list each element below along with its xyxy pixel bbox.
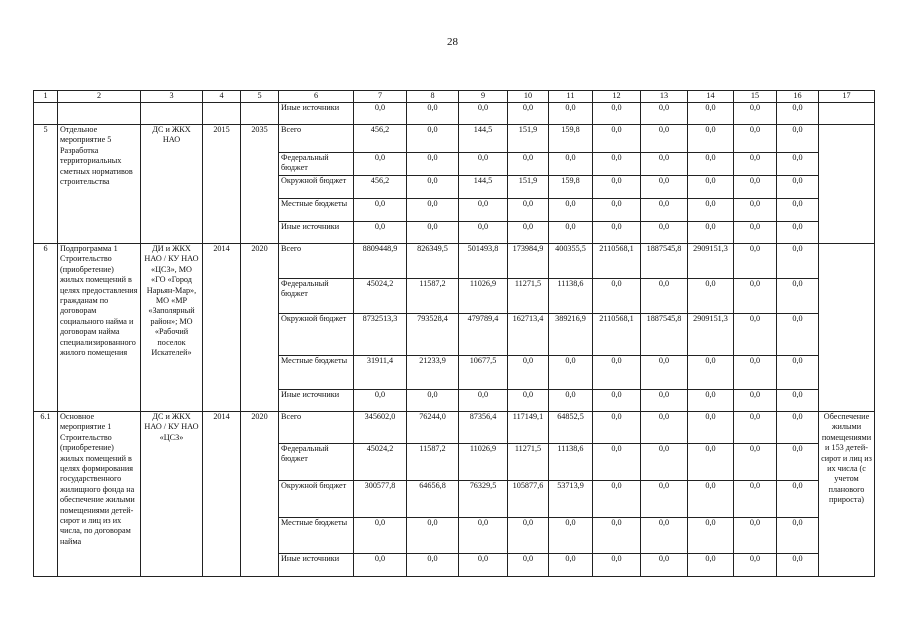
funding-source: Местные бюджеты	[279, 518, 354, 554]
value-cell: 0,0	[777, 554, 819, 577]
start-year: 2014	[203, 412, 241, 577]
value-cell: 0,0	[777, 222, 819, 244]
value-cell: 0,0	[549, 199, 593, 222]
value-cell: 11026,9	[459, 444, 508, 481]
value-cell: 159,8	[549, 176, 593, 199]
value-cell: 11138,6	[549, 279, 593, 314]
value-cell: 0,0	[734, 314, 777, 356]
header-cell: 6	[279, 91, 354, 103]
value-cell: 0,0	[688, 554, 734, 577]
value-cell: 173984,9	[508, 244, 549, 279]
value-cell: 0,0	[508, 554, 549, 577]
value-cell: 0,0	[777, 481, 819, 518]
value-cell: 105877,6	[508, 481, 549, 518]
value-cell: 53713,9	[549, 481, 593, 518]
start-year: 2014	[203, 244, 241, 412]
header-cell: 5	[241, 91, 279, 103]
value-cell: 0,0	[734, 444, 777, 481]
value-cell: 0,0	[593, 103, 641, 125]
value-cell: 0,0	[508, 356, 549, 390]
value-cell: 0,0	[459, 518, 508, 554]
funding-source: Иные источники	[279, 554, 354, 577]
value-cell: 400355,5	[549, 244, 593, 279]
value-cell: 0,0	[508, 390, 549, 412]
value-cell: 0,0	[734, 356, 777, 390]
value-cell: 389216,9	[549, 314, 593, 356]
value-cell: 0,0	[641, 444, 688, 481]
value-cell: 0,0	[549, 390, 593, 412]
value-cell: 0,0	[641, 153, 688, 176]
value-cell: 0,0	[777, 444, 819, 481]
value-cell: 0,0	[593, 412, 641, 444]
value-cell: 11026,9	[459, 279, 508, 314]
header-cell: 17	[819, 91, 875, 103]
value-cell: 0,0	[407, 176, 459, 199]
value-cell: 0,0	[688, 125, 734, 153]
value-cell: 0,0	[734, 554, 777, 577]
value-cell: 87356,4	[459, 412, 508, 444]
value-cell: 793528,4	[407, 314, 459, 356]
funding-source: Окружной бюджет	[279, 176, 354, 199]
value-cell: 0,0	[777, 103, 819, 125]
item-number: 6	[34, 244, 58, 412]
value-cell: 0,0	[734, 481, 777, 518]
table-row	[34, 103, 875, 125]
funding-source: Иные источники	[279, 222, 354, 244]
value-cell: 345602,0	[354, 412, 407, 444]
funding-source: Всего	[279, 125, 354, 153]
value-cell: 0,0	[641, 103, 688, 125]
value-cell: 159,8	[549, 125, 593, 153]
value-cell: 0,0	[777, 125, 819, 153]
header-cell: 1	[34, 91, 58, 103]
value-cell: 8809448,9	[354, 244, 407, 279]
value-cell: 0,0	[407, 125, 459, 153]
header-cell: 15	[734, 91, 777, 103]
value-cell: 1887545,8	[641, 244, 688, 279]
value-cell: 0,0	[688, 356, 734, 390]
value-cell: 0,0	[593, 390, 641, 412]
end-year: 2020	[241, 412, 279, 577]
value-cell: 0,0	[641, 390, 688, 412]
header-row	[34, 91, 875, 103]
value-cell: 0,0	[641, 176, 688, 199]
value-cell: 456,2	[354, 176, 407, 199]
empty-cell	[58, 103, 141, 125]
value-cell: 0,0	[688, 103, 734, 125]
value-cell: 0,0	[459, 390, 508, 412]
header-cell: 14	[688, 91, 734, 103]
value-cell: 0,0	[734, 153, 777, 176]
value-cell: 0,0	[688, 222, 734, 244]
value-cell: 0,0	[777, 153, 819, 176]
value-cell: 0,0	[777, 314, 819, 356]
value-cell: 21233,9	[407, 356, 459, 390]
value-cell: 0,0	[593, 279, 641, 314]
value-cell: 0,0	[407, 103, 459, 125]
value-cell: 0,0	[407, 222, 459, 244]
value-cell: 456,2	[354, 125, 407, 153]
value-cell: 1887545,8	[641, 314, 688, 356]
funding-source: Окружной бюджет	[279, 481, 354, 518]
value-cell: 0,0	[593, 199, 641, 222]
item-name: Основное мероприятие 1 Строительство (приобретение) жилых помещений в целях формирования государственного жилищного фонда на обеспечение жилыми помещениями детей-сирот и лиц из их числа, по договорам найма	[58, 412, 141, 577]
item-name: Отдельное мероприятие 5 Разработка территориальных сметных нормативов строительства	[58, 125, 141, 244]
value-cell: 0,0	[508, 153, 549, 176]
value-cell: 0,0	[549, 153, 593, 176]
header-cell: 13	[641, 91, 688, 103]
executor: ДИ и ЖКХ НАО / КУ НАО «ЦСЗ», МО «ГО «Город Нарьян-Мар», МО «МР «Заполярный район»; МО «Рабочий поселок Искателей»	[141, 244, 203, 412]
value-cell: 76329,5	[459, 481, 508, 518]
empty-cell	[203, 103, 241, 125]
funding-source: Всего	[279, 244, 354, 279]
end-year: 2020	[241, 244, 279, 412]
value-cell: 0,0	[407, 153, 459, 176]
value-cell: 151,9	[508, 125, 549, 153]
value-cell: 0,0	[734, 222, 777, 244]
start-year: 2015	[203, 125, 241, 244]
result-cell	[819, 125, 875, 244]
value-cell: 0,0	[593, 222, 641, 244]
value-cell: 0,0	[641, 518, 688, 554]
funding-source: Федеральный бюджет	[279, 444, 354, 481]
value-cell: 0,0	[549, 103, 593, 125]
empty-cell	[34, 103, 58, 125]
value-cell: 0,0	[407, 554, 459, 577]
value-cell: 2110568,1	[593, 244, 641, 279]
funding-source: Всего	[279, 412, 354, 444]
value-cell: 0,0	[777, 176, 819, 199]
value-cell: 0,0	[459, 153, 508, 176]
value-cell: 0,0	[354, 199, 407, 222]
value-cell: 0,0	[459, 103, 508, 125]
value-cell: 0,0	[641, 481, 688, 518]
value-cell: 0,0	[777, 390, 819, 412]
value-cell: 479789,4	[459, 314, 508, 356]
value-cell: 0,0	[688, 199, 734, 222]
value-cell: 10677,5	[459, 356, 508, 390]
header-cell: 12	[593, 91, 641, 103]
header-cell: 11	[549, 91, 593, 103]
end-year: 2035	[241, 125, 279, 244]
value-cell: 0,0	[593, 176, 641, 199]
value-cell: 0,0	[777, 518, 819, 554]
value-cell: 300577,8	[354, 481, 407, 518]
value-cell: 0,0	[641, 356, 688, 390]
funding-source: Окружной бюджет	[279, 314, 354, 356]
value-cell: 0,0	[508, 222, 549, 244]
value-cell: 11587,2	[407, 444, 459, 481]
value-cell: 0,0	[688, 153, 734, 176]
value-cell: 0,0	[354, 390, 407, 412]
header-cell: 16	[777, 91, 819, 103]
empty-cell	[241, 103, 279, 125]
value-cell: 151,9	[508, 176, 549, 199]
result-cell	[819, 244, 875, 412]
value-cell: 0,0	[508, 518, 549, 554]
value-cell: 31911,4	[354, 356, 407, 390]
header-cell: 7	[354, 91, 407, 103]
value-cell: 45024,2	[354, 279, 407, 314]
value-cell: 0,0	[407, 390, 459, 412]
value-cell: 0,0	[734, 518, 777, 554]
value-cell: 0,0	[734, 390, 777, 412]
value-cell: 0,0	[593, 444, 641, 481]
value-cell: 0,0	[688, 518, 734, 554]
value-cell: 0,0	[354, 518, 407, 554]
funding-source: Иные источники	[279, 103, 354, 125]
value-cell: 11271,5	[508, 444, 549, 481]
value-cell: 0,0	[508, 199, 549, 222]
value-cell: 2909151,3	[688, 244, 734, 279]
value-cell: 0,0	[688, 444, 734, 481]
value-cell: 0,0	[688, 481, 734, 518]
value-cell: 45024,2	[354, 444, 407, 481]
header-cell: 9	[459, 91, 508, 103]
result-cell: Обеспечение жилыми помещениями и 153 детей-сирот и лиц из их числа (с учетом планового прироста)	[819, 412, 875, 577]
value-cell: 2909151,3	[688, 314, 734, 356]
item-name: Подпрограмма 1 Строительство (приобретение) жилых помещений в целях предоставления гражданам по договорам социального найма и договорам найма специализированного жилого помещения	[58, 244, 141, 412]
funding-source: Местные бюджеты	[279, 356, 354, 390]
value-cell: 0,0	[459, 199, 508, 222]
value-cell: 0,0	[354, 153, 407, 176]
empty-cell	[141, 103, 203, 125]
value-cell: 11587,2	[407, 279, 459, 314]
value-cell: 0,0	[734, 244, 777, 279]
value-cell: 0,0	[734, 199, 777, 222]
value-cell: 501493,8	[459, 244, 508, 279]
value-cell: 0,0	[734, 412, 777, 444]
value-cell: 64656,8	[407, 481, 459, 518]
value-cell: 0,0	[354, 222, 407, 244]
table-row	[34, 412, 875, 444]
value-cell: 0,0	[508, 103, 549, 125]
value-cell: 144,5	[459, 176, 508, 199]
value-cell: 0,0	[407, 199, 459, 222]
value-cell: 0,0	[734, 103, 777, 125]
value-cell: 117149,1	[508, 412, 549, 444]
item-number: 6.1	[34, 412, 58, 577]
value-cell: 0,0	[593, 518, 641, 554]
value-cell: 0,0	[549, 518, 593, 554]
value-cell: 0,0	[641, 125, 688, 153]
header-cell: 2	[58, 91, 141, 103]
value-cell: 0,0	[688, 390, 734, 412]
table-row	[34, 244, 875, 279]
header-cell: 8	[407, 91, 459, 103]
value-cell: 0,0	[354, 103, 407, 125]
value-cell: 0,0	[593, 125, 641, 153]
value-cell: 0,0	[593, 153, 641, 176]
executor: ДС и ЖКХ НАО	[141, 125, 203, 244]
value-cell: 0,0	[688, 412, 734, 444]
value-cell: 0,0	[734, 176, 777, 199]
value-cell: 0,0	[777, 356, 819, 390]
table-row	[34, 125, 875, 153]
value-cell: 76244,0	[407, 412, 459, 444]
program-funding-table	[33, 90, 875, 577]
header-cell: 10	[508, 91, 549, 103]
value-cell: 0,0	[734, 279, 777, 314]
value-cell: 0,0	[593, 356, 641, 390]
value-cell: 0,0	[641, 412, 688, 444]
value-cell: 0,0	[407, 518, 459, 554]
value-cell: 0,0	[354, 554, 407, 577]
funding-source: Федеральный бюджет	[279, 153, 354, 176]
value-cell: 0,0	[641, 554, 688, 577]
result-cell	[819, 103, 875, 125]
executor: ДС и ЖКХ НАО / КУ НАО «ЦСЗ»	[141, 412, 203, 577]
value-cell: 0,0	[549, 554, 593, 577]
funding-source: Иные источники	[279, 390, 354, 412]
value-cell: 64852,5	[549, 412, 593, 444]
header-cell: 4	[203, 91, 241, 103]
value-cell: 0,0	[688, 279, 734, 314]
funding-source: Местные бюджеты	[279, 199, 354, 222]
value-cell: 162713,4	[508, 314, 549, 356]
value-cell: 2110568,1	[593, 314, 641, 356]
value-cell: 0,0	[734, 125, 777, 153]
value-cell: 826349,5	[407, 244, 459, 279]
value-cell: 0,0	[777, 199, 819, 222]
value-cell: 0,0	[641, 222, 688, 244]
value-cell: 0,0	[549, 222, 593, 244]
header-cell: 3	[141, 91, 203, 103]
value-cell: 8732513,3	[354, 314, 407, 356]
value-cell: 0,0	[777, 279, 819, 314]
value-cell: 0,0	[641, 199, 688, 222]
value-cell: 0,0	[549, 356, 593, 390]
value-cell: 144,5	[459, 125, 508, 153]
value-cell: 11138,6	[549, 444, 593, 481]
value-cell: 0,0	[777, 412, 819, 444]
value-cell: 0,0	[459, 222, 508, 244]
value-cell: 0,0	[688, 176, 734, 199]
value-cell: 0,0	[777, 244, 819, 279]
value-cell: 0,0	[459, 554, 508, 577]
value-cell: 0,0	[593, 481, 641, 518]
funding-source: Федеральный бюджет	[279, 279, 354, 314]
page-number: 28	[447, 36, 458, 48]
value-cell: 0,0	[641, 279, 688, 314]
item-number: 5	[34, 125, 58, 244]
value-cell: 11271,5	[508, 279, 549, 314]
value-cell: 0,0	[593, 554, 641, 577]
